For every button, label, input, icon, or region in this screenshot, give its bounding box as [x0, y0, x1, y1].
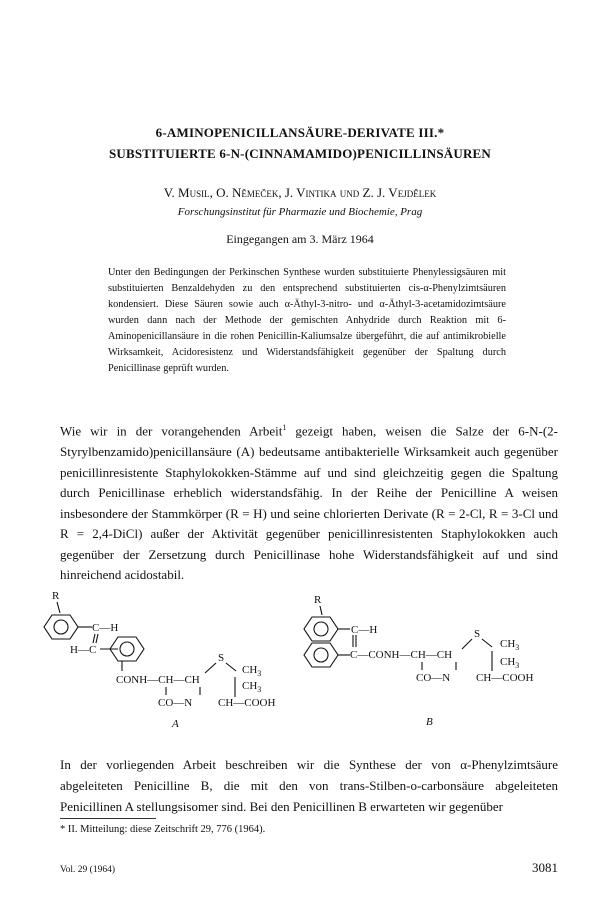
chemical-structures — [30, 585, 570, 735]
structure-a-label: A — [172, 718, 179, 730]
body-text-a: Wie wir in der vorangehenden Arbeit — [60, 423, 283, 439]
footnote-divider — [60, 818, 156, 819]
structure-a-ch3b: $CH_3$ — [242, 680, 262, 694]
structure-a-co: CO—N — [158, 697, 193, 709]
footnote-ref: 1 — [282, 423, 287, 432]
structure-b — [304, 594, 534, 728]
structure-a-cooh: CH—COOH — [218, 697, 276, 709]
structure-a — [44, 590, 276, 730]
body-text-b: gezeigt haben, weisen die Salze der 6-N-(2-Styrylbenzamido)penicillansäure (A) bedeutsame antibakterielle Wirksamkeit auch gegenüber penicillinresistente Staphylokokken-Stämme auf und sind gleichzeitig gegen die Spaltung durch Penicillinase erheblich widerstandsfähig. In der Reihe der Penicilline A weisen insbesondere der Stammkörper (R = H) und seine chlorierten Derivate (R = 2-Cl, R = 3-Cl und R = 2,4-DiCl) außer der Aktivität gegenüber penicillinresistenten Staphylokokken auch gegenüber der Zersetzung durch Penicillinase hohe Widerstandsfähigkeit auf und sind hinreichend acidostabil. — [60, 423, 559, 583]
structure-a-ch3a: $CH_3$ — [242, 664, 262, 678]
page-number: 3081 — [532, 860, 558, 875]
structure-b-ch3b: $CH_3$ — [500, 656, 520, 670]
structure-b-s: S — [474, 628, 481, 640]
received-date: Eingegangen am 3. März 1964 — [226, 232, 374, 246]
affiliation: Forschungsinstitut für Pharmazie und Biochemie, Prag — [177, 206, 423, 218]
structure-b-amide: C—CONH—CH—CH — [350, 649, 453, 661]
title-line-2: SUBSTITUIERTE 6-N-(CINNAMAMIDO)PENICILLINSÄUREN — [108, 146, 491, 161]
footnote: * II. Mitteilung: diese Zeitschrift 29, 776 (1964). — [60, 824, 266, 835]
structure-b-r: R — [314, 594, 322, 606]
footer-volume: Vol. 29 (1964) — [60, 865, 115, 875]
authors: V. Musil, O. Němeček, J. Vintika und Z. J. Vejdělek — [163, 185, 437, 200]
structure-a-amide: CONH—CH—CH — [116, 674, 200, 686]
body-paragraph-1 — [60, 418, 558, 586]
structure-a-r: R — [52, 590, 60, 602]
structure-b-ch1: C—H — [351, 624, 378, 636]
structure-a-ch1: C—H — [92, 622, 119, 634]
body-paragraph-2: In der vorliegenden Arbeit beschreiben wir die Synthese der von α-Phenylzimtsäure abgeleiteten Penicilline B, die mit den von trans-Stilben-o-carbonsäure abgeleiteten Penicillinen A stellungsisomer sind. Bei den Penicillinen B erwarteten wir gegenüber — [60, 757, 558, 814]
structure-a-s: S — [218, 652, 225, 664]
structure-a-ch2: H—C — [70, 644, 97, 656]
structure-b-ch3a: $CH_3$ — [500, 638, 520, 652]
title-line-1: 6-AMINOPENICILLANSÄURE-DERIVATE III.* — [155, 125, 445, 140]
structure-b-label: B — [426, 716, 433, 728]
structure-b-cooh: CH—COOH — [476, 672, 534, 684]
abstract: Unter den Bedingungen der Perkinschen Synthese wurden substituierte Phenylessigsäuren mit substituierten Benzaldehyden zu den entsprechend substituierten cis-α-Phenylzimtsäuren kondensiert. Diese Säuren sowie auch α-Äthyl-3-nitro- und α-Äthyl-3-acetamidozimtsäure wurden dann nach der Methode der gemischten Anhydride durch Reaktion mit 6-Aminopenicillansäure in die rohen Penicillin-Kaliumsalze übergeführt, die auf antimikrobielle Wirksamkeit, Acidoresistenz und Widerstandsfähigkeit gegenüber der Spaltung durch Penicillinase geprüft wurden. — [108, 267, 506, 374]
structure-b-co: CO—N — [416, 672, 451, 684]
